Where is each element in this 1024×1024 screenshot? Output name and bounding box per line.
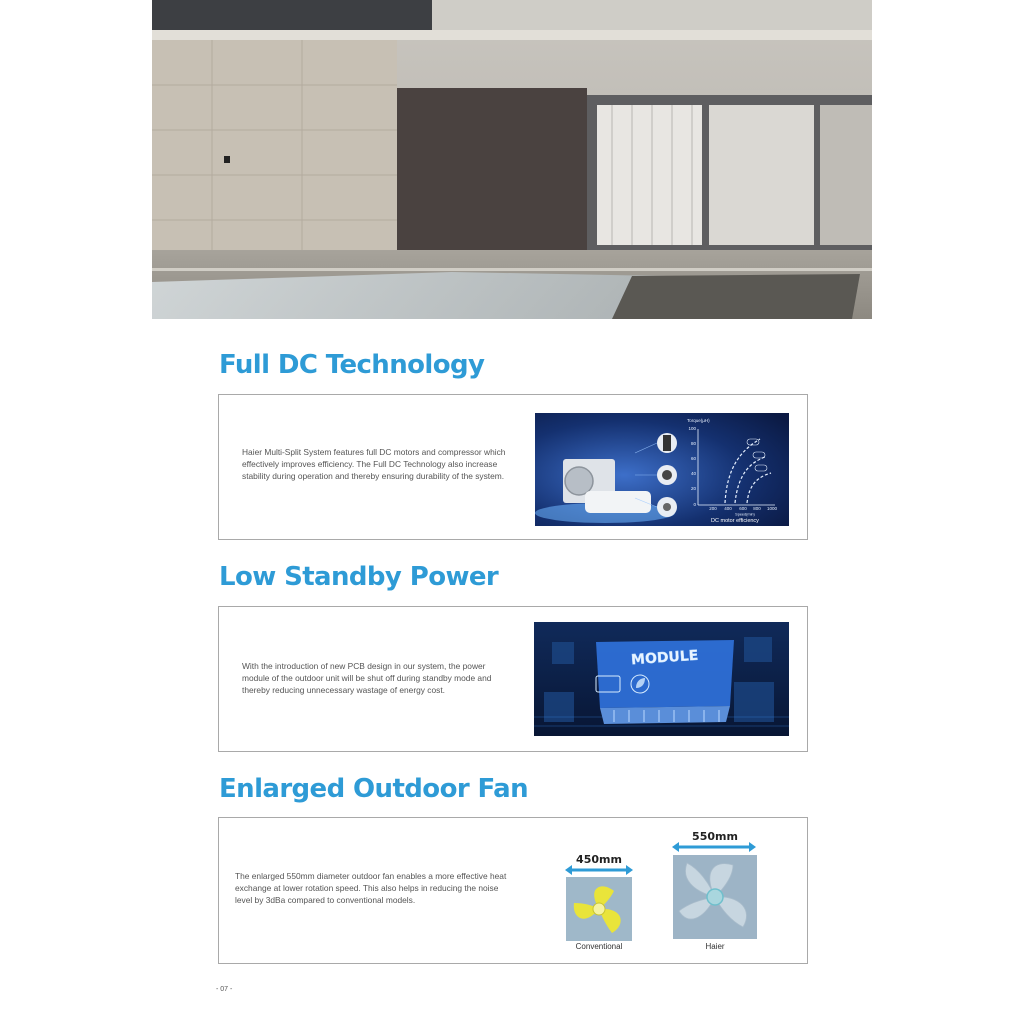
card-low-standby <box>218 606 808 752</box>
conventional-fan-size: 450mm <box>576 853 622 866</box>
full-dc-graphic <box>535 413 789 526</box>
x-tick: 400 <box>724 506 732 511</box>
haier-dimension-arrow <box>672 842 756 852</box>
y-tick: 100 <box>688 426 696 431</box>
haier-fan-image <box>673 855 757 939</box>
y-tick: 20 <box>690 486 696 491</box>
haier-caption: Haier <box>705 942 725 951</box>
chart-caption: DC motor efficiency <box>711 518 759 524</box>
module-graphic <box>534 622 789 736</box>
card-enlarged-fan <box>218 817 808 964</box>
haier-fan-size: 550mm <box>692 830 738 843</box>
y-tick: 0 <box>693 502 696 507</box>
y-tick: 60 <box>690 456 696 461</box>
conventional-caption: Conventional <box>575 942 623 951</box>
card-full-dc <box>218 394 808 540</box>
x-tick: 200 <box>709 506 717 511</box>
enlarged-fan-description: The enlarged 550mm diameter outdoor fan enables a more effective heat exchange at lower rotation speed. This also helps in reducing the noise level by 3dBa compared to conventional models. <box>235 871 507 906</box>
section-title-full-dc: Full DC Technology <box>219 350 485 380</box>
y-axis-label: Torque(µH) <box>687 418 710 423</box>
y-tick: 80 <box>690 441 696 446</box>
y-tick: 40 <box>690 471 696 476</box>
low-standby-description: With the introduction of new PCB design in our system, the power module of the outdoor unit will be shut off during standby mode and thereby reducing unnecessary wastage of energy cost. <box>242 661 492 696</box>
hero-photo <box>152 0 872 319</box>
fan-icon <box>673 855 757 939</box>
module-label: MODULE <box>630 647 699 669</box>
x-tick: 1000 <box>766 506 778 511</box>
page-number: - 07 - <box>216 986 233 993</box>
conventional-dimension-arrow <box>565 865 633 875</box>
conventional-fan-image <box>566 877 632 941</box>
section-title-enlarged-fan: Enlarged Outdoor Fan <box>219 774 529 804</box>
x-tick: 600 <box>739 506 747 511</box>
section-title-low-standby: Low Standby Power <box>219 562 499 592</box>
x-axis-label: Speed(min) <box>735 512 755 517</box>
x-tick: 800 <box>753 506 761 511</box>
full-dc-description: Haier Multi-Split System features full DC motors and compressor which effectively improves efficiency. The Full DC Technology also increase stability during operation and thereby ensuring durability of the system. <box>242 447 506 482</box>
fan-icon <box>566 877 632 941</box>
